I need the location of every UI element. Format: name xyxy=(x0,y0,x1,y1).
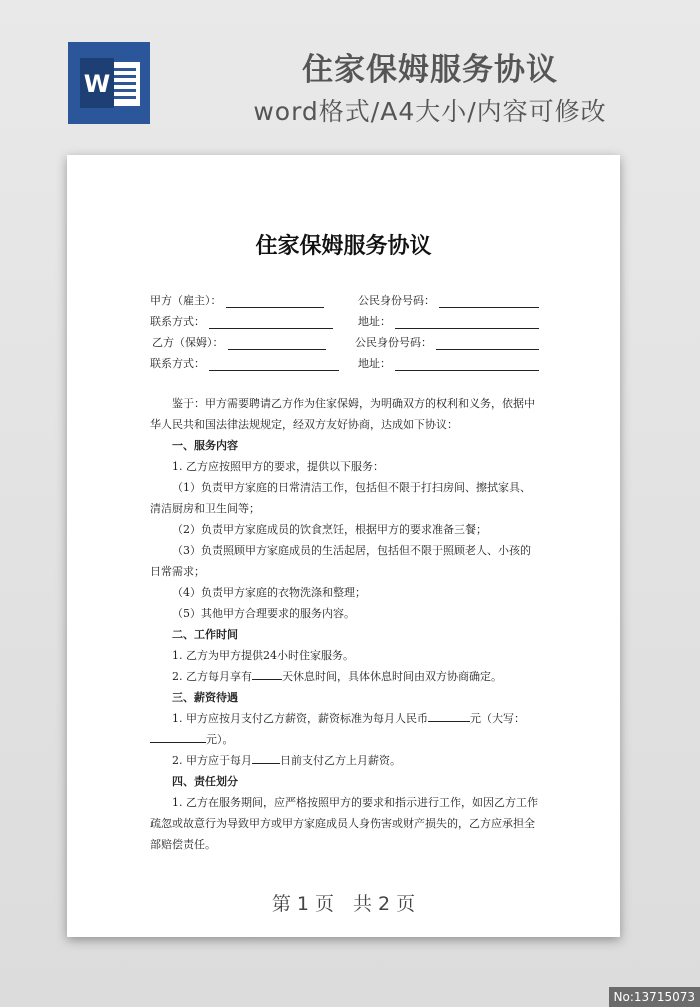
contact-a-blank[interactable] xyxy=(209,317,333,329)
document-body xyxy=(150,393,540,855)
clause-item: （2）负责甲方家庭成员的饮食烹饪，根据甲方的要求准备三餐； xyxy=(172,523,487,536)
document-title: 住家保姆服务协议 xyxy=(255,233,432,259)
clause xyxy=(150,666,540,687)
clause-item: （4）负责甲方家庭的衣物洗涤和整理； xyxy=(172,586,366,599)
party-a-id-blank[interactable] xyxy=(439,296,539,308)
rest-days-blank[interactable] xyxy=(252,667,282,680)
clause-text: 1. 甲方应按月支付乙方薪资，薪资标准为每月人民币 xyxy=(172,712,428,725)
contact-b-blank[interactable] xyxy=(209,359,339,371)
header-subtitle: word格式/A4大小/内容可修改 xyxy=(253,97,607,126)
page-number: 第 1 页 共 2 页 xyxy=(271,893,416,915)
party-b-label: 乙方（保姆）： xyxy=(152,336,224,349)
contact-b-field xyxy=(150,355,339,371)
address-a-label: 地址： xyxy=(358,315,391,328)
party-b-blank[interactable] xyxy=(228,338,326,350)
section-heading: 三、薪资待遇 xyxy=(172,691,238,704)
clause-text: 2. 甲方应于每月 xyxy=(172,754,252,767)
section-heading: 二、工作时间 xyxy=(172,628,238,641)
contact-a-label: 联系方式： xyxy=(150,315,205,328)
clause: 1. 乙方应按照甲方的要求，提供以下服务： xyxy=(172,460,384,473)
party-b-id-label: 公民身份号码： xyxy=(355,336,432,349)
clause-text: 元（大写： xyxy=(470,712,525,725)
clause: 1. 乙方为甲方提供24小时住家服务。 xyxy=(172,649,354,662)
clause-text: 天休息时间，具体休息时间由双方协商确定。 xyxy=(282,670,502,683)
salary-amount-blank[interactable] xyxy=(428,709,470,722)
address-a-blank[interactable] xyxy=(395,317,539,329)
clause xyxy=(150,750,540,771)
clause-item: （5）其他甲方合理要求的服务内容。 xyxy=(172,607,355,620)
clause-text: 元）。 xyxy=(206,733,234,746)
address-a-field xyxy=(358,313,539,329)
party-b-id-blank[interactable] xyxy=(436,338,539,350)
section-heading: 四、责任划分 xyxy=(172,775,238,788)
clause xyxy=(150,708,540,750)
party-a-blank[interactable] xyxy=(226,296,324,308)
clause-text: 日前支付乙方上月薪资。 xyxy=(280,754,401,767)
address-b-label: 地址： xyxy=(358,357,391,370)
serial-number: No:13715073 xyxy=(609,987,700,1007)
party-b-field xyxy=(152,334,326,350)
salary-uppercase-blank[interactable] xyxy=(150,730,206,743)
header-title: 住家保姆服务协议 xyxy=(302,52,558,88)
party-a-field xyxy=(150,292,324,308)
clause: 1. 乙方在服务期间，应严格按照甲方的要求和指示进行工作，如因乙方工作疏忽或故意行为导致甲方或甲方家庭成员人身伤害或财产损失的，乙方应承担全部赔偿责任。 xyxy=(150,796,538,851)
clause-item: （3）负责照顾甲方家庭成员的生活起居，包括但不限于照顾老人、小孩的日常需求； xyxy=(150,544,531,578)
party-b-id-field xyxy=(355,334,539,350)
contact-a-field xyxy=(150,313,333,329)
intro-paragraph: 鉴于：甲方需要聘请乙方作为住家保姆，为明确双方的权利和义务，依据中华人民共和国法律法规规定，经双方友好协商，达成如下协议： xyxy=(150,397,535,431)
party-a-id-label: 公民身份号码： xyxy=(358,294,435,307)
clause-item: （1）负责甲方家庭的日常清洁工作，包括但不限于打扫房间、擦拭家具、清洁厨房和卫生间等； xyxy=(150,481,531,515)
word-icon-letter: W xyxy=(83,70,111,98)
clause-text: 2. 乙方每月享有 xyxy=(172,670,252,683)
party-a-id-field xyxy=(358,292,539,308)
word-icon xyxy=(68,42,150,124)
section-heading: 一、服务内容 xyxy=(172,439,238,452)
document-page xyxy=(67,155,620,937)
party-a-label: 甲方（雇主）： xyxy=(150,294,222,307)
address-b-field xyxy=(358,355,539,371)
contact-b-label: 联系方式： xyxy=(150,357,205,370)
pay-day-blank[interactable] xyxy=(252,751,280,764)
address-b-blank[interactable] xyxy=(395,359,539,371)
